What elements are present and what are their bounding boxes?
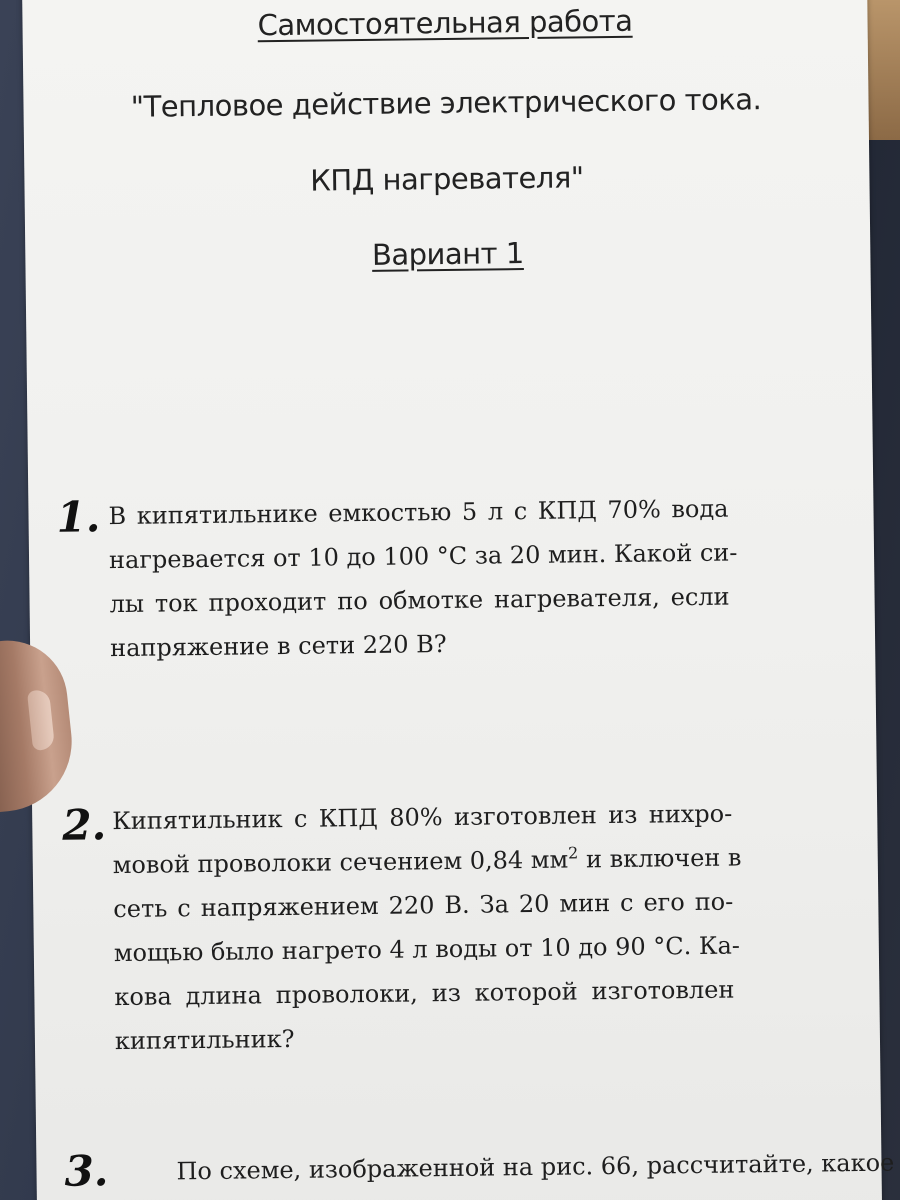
- task-3-line: По схеме, изображенной на рис. 66, рассчитайте, какое: [176, 1148, 895, 1186]
- topic-line-2: КПД нагревателя": [310, 160, 584, 198]
- task-1-line: В кипятильнике емкостью 5 л с КПД 70% вода: [108, 494, 729, 531]
- task-3-number: 3.: [64, 1146, 109, 1196]
- task-1-text: [108, 487, 738, 671]
- task-2-line-2-tail: и включен в: [578, 843, 742, 874]
- worksheet-title: Самостоятельная работа: [257, 3, 633, 43]
- task-2-text: [112, 792, 742, 1064]
- topic-line-1: "Тепловое действие электрического тока.: [130, 82, 762, 124]
- task-2-number: 2.: [61, 800, 107, 850]
- variant-label: Вариант 1: [371, 236, 524, 272]
- task-2-line: сеть с напряжением 220 В. За 20 мин с его по-: [113, 887, 734, 924]
- task-1-line: напряжение в сети 220 В?: [109, 630, 447, 663]
- square-exponent: 2: [567, 843, 579, 863]
- task-2-line: Кипятильник с КПД 80% изготовлен из нихро-: [112, 799, 733, 836]
- task-2-line: кова длина проволоки, из которой изготовлен: [114, 975, 735, 1012]
- task-3-text: [116, 1142, 895, 1195]
- task-1-line: нагревается от 10 до 100 °С за 20 мин. Какой си-: [108, 538, 738, 575]
- task-2-line-2-text: мовой проволоки сечением 0,84 мм: [112, 845, 569, 880]
- task-1-line: лы ток проходит по обмотке нагревателя, если: [109, 582, 730, 619]
- worksheet-paper: [22, 0, 895, 1200]
- task-2-line: мощью было нагрето 4 л воды от 10 до 90 °С. Ка-: [113, 931, 741, 968]
- task-1-number: 1.: [56, 492, 101, 542]
- task-2-line: кипятильник?: [114, 1024, 295, 1056]
- task-2-line-2: [112, 836, 742, 888]
